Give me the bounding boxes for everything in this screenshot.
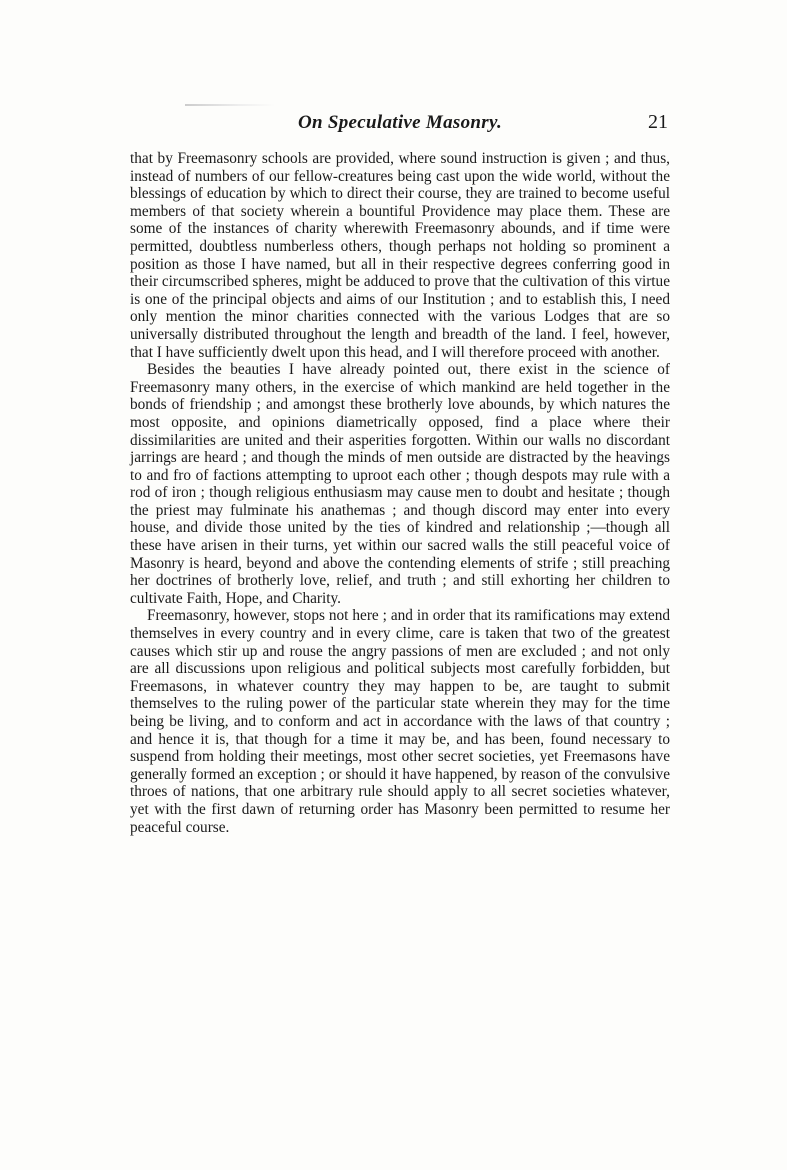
print-smudge [185, 104, 275, 106]
paragraph-continued: that by Freemasonry schools are provided, where sound instruction is given ; and thus, instead of numbers of our fellow-creatures being cast upon the wide world, without the blessings of education by which to direct their course, they are trained to become useful members of that society wherein a bountiful Providence may place them. These are some of the instances of charity wherewith Freemasonry abounds, and if time were permitted, doubtless numberless others, though perhaps not holding so prominent a position as those I have named, but all in their respective degrees conferring good in their circumscribed spheres, might be adduced to prove that the cultivation of this virtue is one of the principal objects and aims of our Institution ; and to establish this, I need only mention the minor charities connected with the various Lodges that are so universally distributed throughout the length and breadth of the land. I feel, however, that I have sufficiently dwelt upon this head, and I will therefore proceed with another. [130, 150, 670, 361]
paragraph-brotherly-love: Besides the beauties I have already pointed out, there exist in the science of Freemasonry many others, in the exercise of which mankind are held together in the bonds of friendship ; and amongst these brotherly love abounds, by which natures the most opposite, and opinions diametrically opposed, find a place where their dissimilarities are united and their asperities forgotten. Within our walls no discordant jarrings are heard ; and though the minds of men outside are distracted by the heavings to and fro of factions attempting to uproot each other ; though despots may rule with a rod of iron ; though religious enthusiasm may cause men to doubt and hesitate ; though the priest may fulminate his anathemas ; and though discord may enter into every house, and divide those united by the ties of kindred and relationship ;—though all these have arisen in their turns, yet within our sacred walls the still peaceful voice of Masonry is heard, beyond and above the contending elements of strife ; still preaching her doctrines of brotherly love, relief, and truth ; and still exhorting her children to cultivate Faith, Hope, and Charity. [130, 361, 670, 607]
page-number: 21 [648, 111, 668, 133]
body-text [130, 150, 670, 836]
page-header [130, 108, 670, 138]
running-title: On Speculative Masonry. [297, 112, 503, 133]
paragraph-ramifications: Freemasonry, however, stops not here ; and in order that its ramifications may extend themselves in every country and in every clime, care is taken that two of the greatest causes which stir up and rouse the angry passions of men are excluded ; and not only are all discussions upon religious and political subjects most carefully forbidden, but Freemasons, in whatever country they may happen to be, are taught to submit themselves to the ruling power of the particular state wherein they may for the time being be living, and to conform and act in accordance with the laws of that country ; and hence it is, that though for a time it may be, and has been, found necessary to suspend from holding their meetings, most other secret societies, yet Freemasons have generally formed an exception ; or should it have happened, by reason of the convulsive throes of nations, that one arbitrary rule should apply to all secret societies whatever, yet with the first dawn of returning order has Masonry been permitted to resume her peaceful course. [130, 607, 670, 836]
